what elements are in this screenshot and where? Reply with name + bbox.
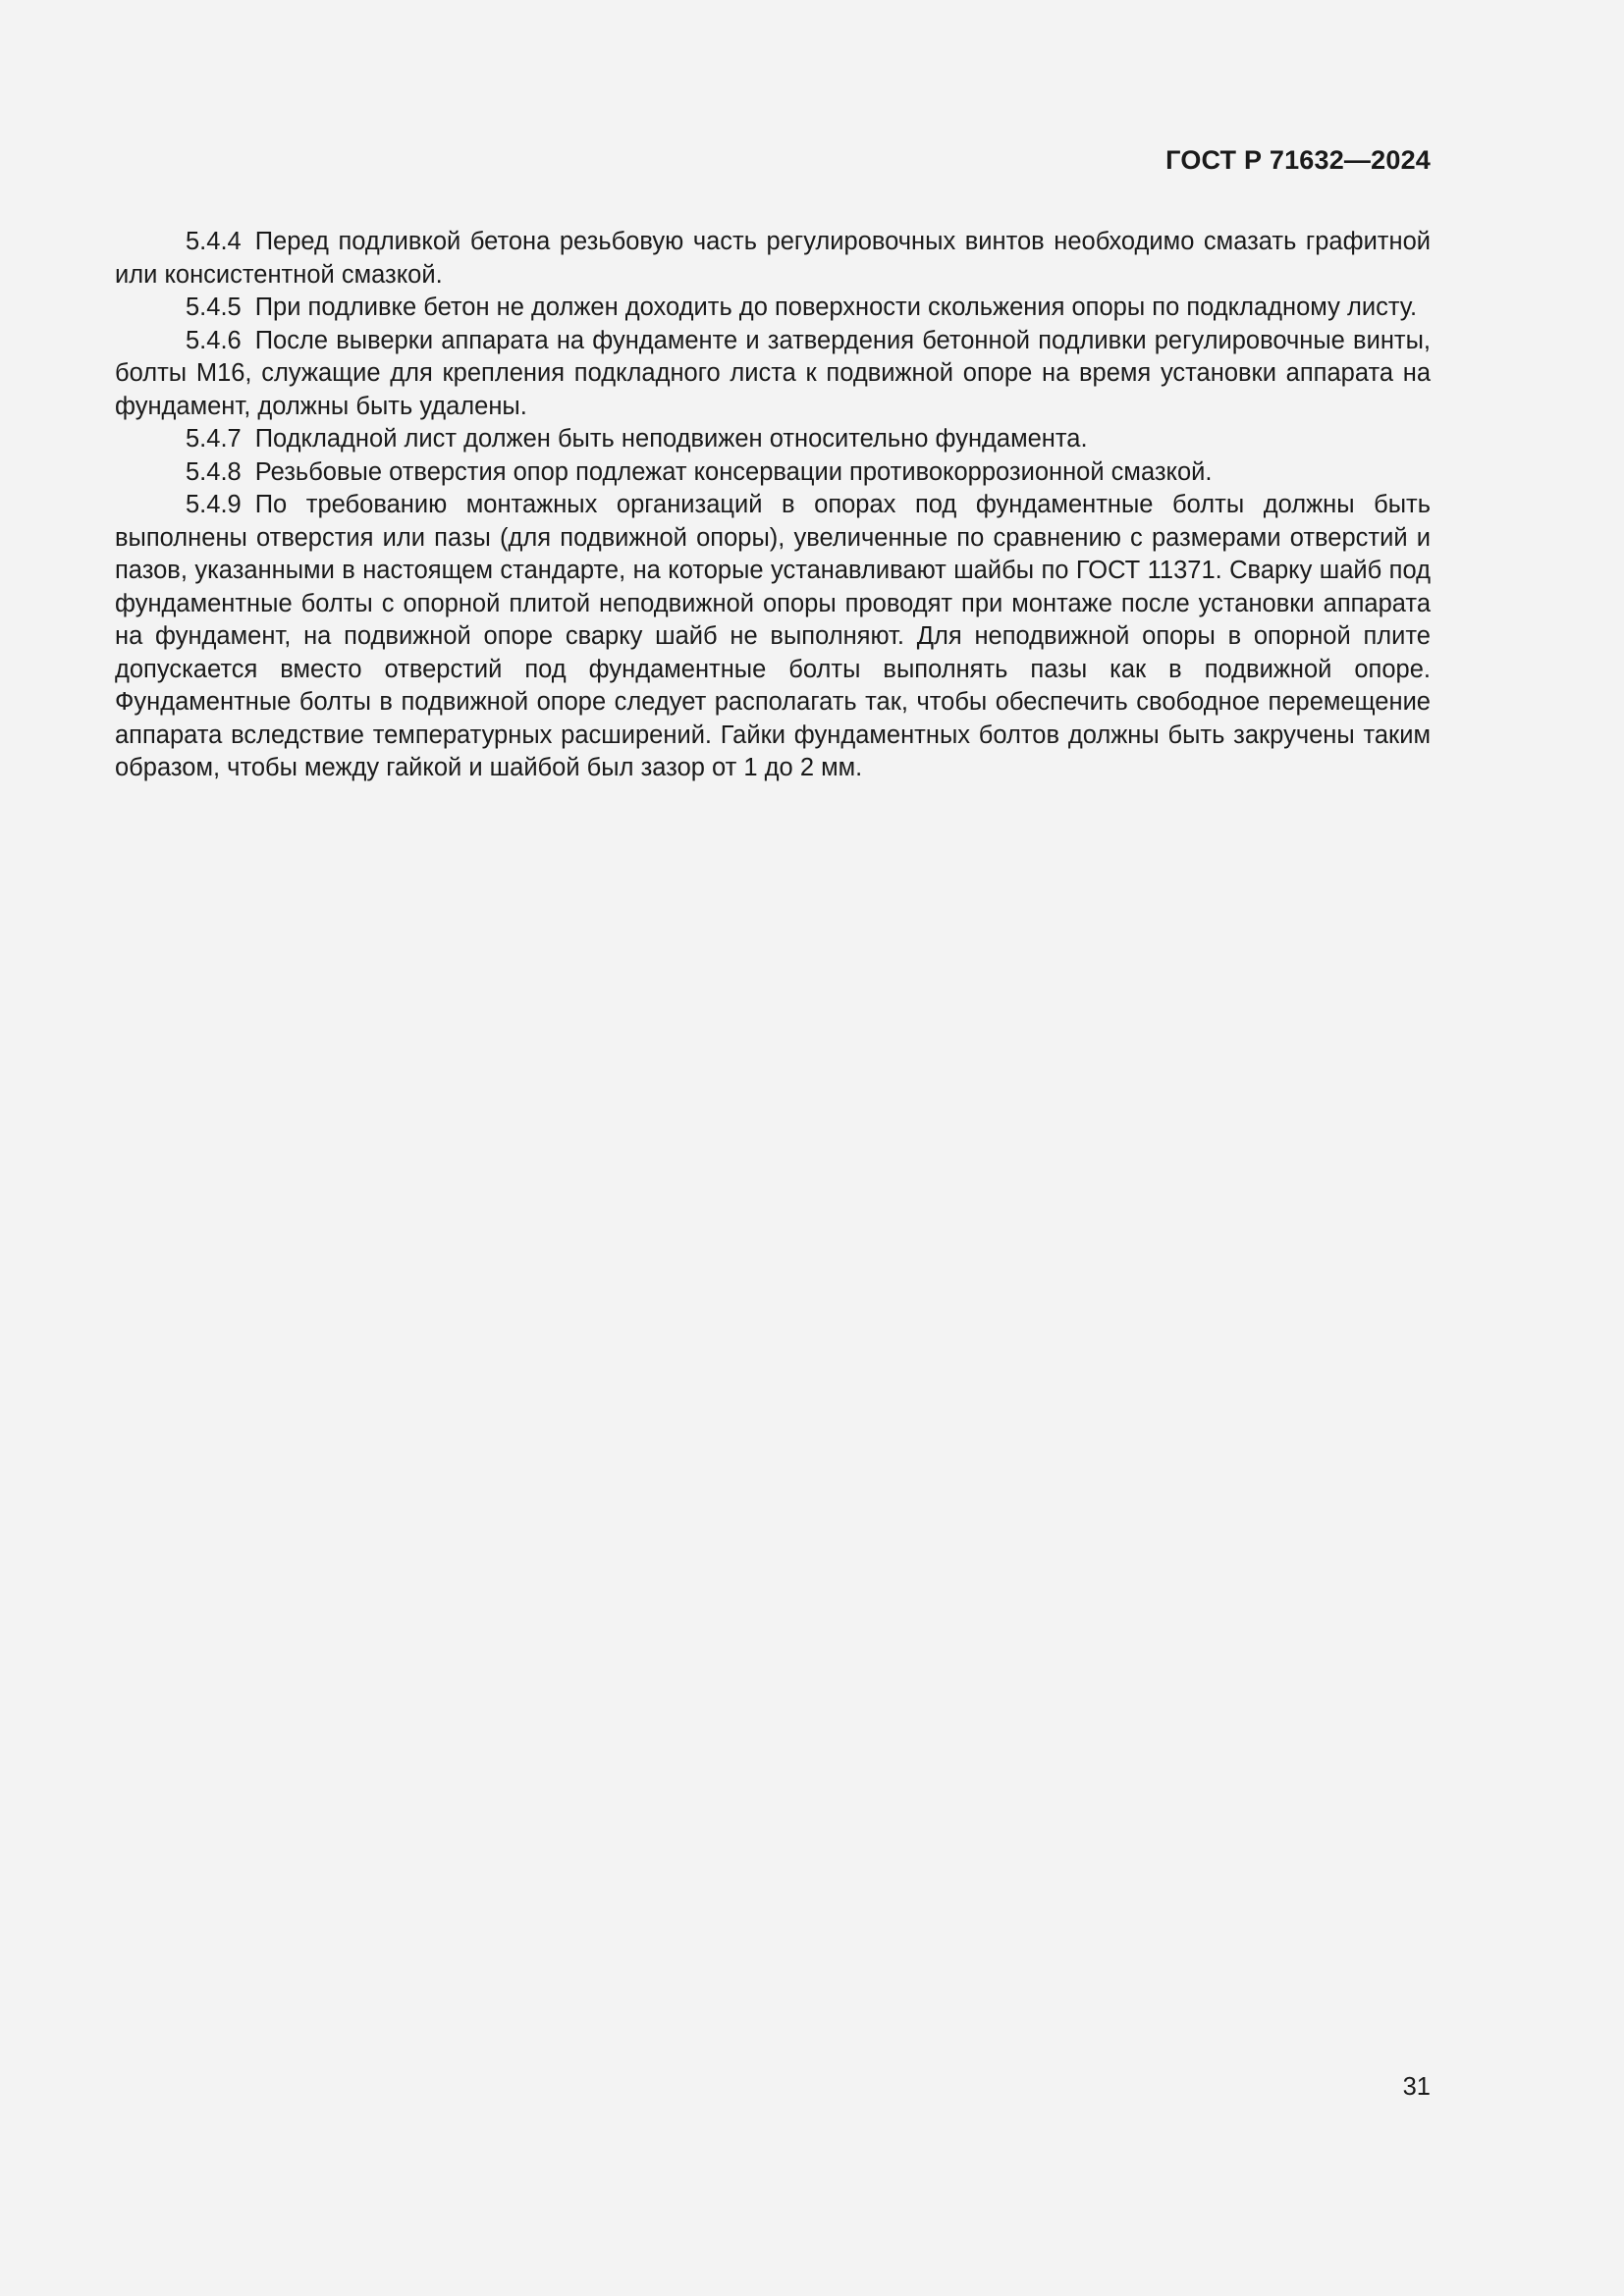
paragraph-text: Резьбовые отверстия опор подлежат консервации противокоррозионной смазкой. [254,457,1213,486]
paragraph-5-4-5 [115,292,1431,325]
document-body [115,226,1431,785]
paragraph-number: 5.4.5 [186,294,242,321]
paragraph-number: 5.4.9 [186,491,242,518]
paragraph-5-4-6 [115,325,1431,424]
document-header: ГОСТ Р 71632—2024 [1165,145,1431,175]
paragraph-number: 5.4.6 [186,326,242,354]
paragraph-5-4-4 [115,226,1431,292]
paragraph-5-4-8 [115,456,1431,490]
paragraph-5-4-9 [115,489,1431,785]
paragraph-number: 5.4.4 [186,228,242,255]
paragraph-number: 5.4.8 [186,457,242,486]
paragraph-text: По требованию монтажных организаций в опорах под фундаментные болты должны быть выполнены отверстия или пазы (для подвижной опоры), увеличенные по сравнению с размерами отверстий и пазов, указанными в настоящем стандарте, на которые устанавливают шайбы по ГОСТ 11371. Сварку шайб под фундаментные болты с опорной плитой неподвижной опоры проводят при монтаже после установки аппарата на фундамент, на подвижной опоре сварку шайб не выполняют. Для неподвижной опоры в опорной плите допускается вместо отверстий под фундаментные болты выполнять пазы как в подвижной опоре. Фундаментные болты в подвижной опоре следует располагать так, чтобы обеспечить свободное перемещение аппарата вследствие температурных расширений. Гайки фундаментных болтов должны быть закручены таким образом, чтобы между гайкой и шайбой был зазор от 1 до 2 мм. [115,491,1431,781]
page-number: 31 [1402,2073,1431,2101]
paragraph-text: После выверки аппарата на фундаменте и затвердения бетонной подливки регулировочные винты, болты М16, служащие для крепления подкладного листа к подвижной опоре на время установки аппарата на фундамент, должны быть удалены. [115,326,1431,420]
paragraph-text: Перед подливкой бетона резьбовую часть регулировочных винтов необходимо смазать графитной или консистентной смазкой. [115,228,1431,289]
paragraph-5-4-7 [115,423,1431,456]
paragraph-text: Подкладной лист должен быть неподвижен относительно фундамента. [254,425,1088,453]
paragraph-text: При подливке бетон не должен доходить до поверхности скольжения опоры по подкладному листу. [254,294,1418,321]
paragraph-number: 5.4.7 [186,425,242,453]
